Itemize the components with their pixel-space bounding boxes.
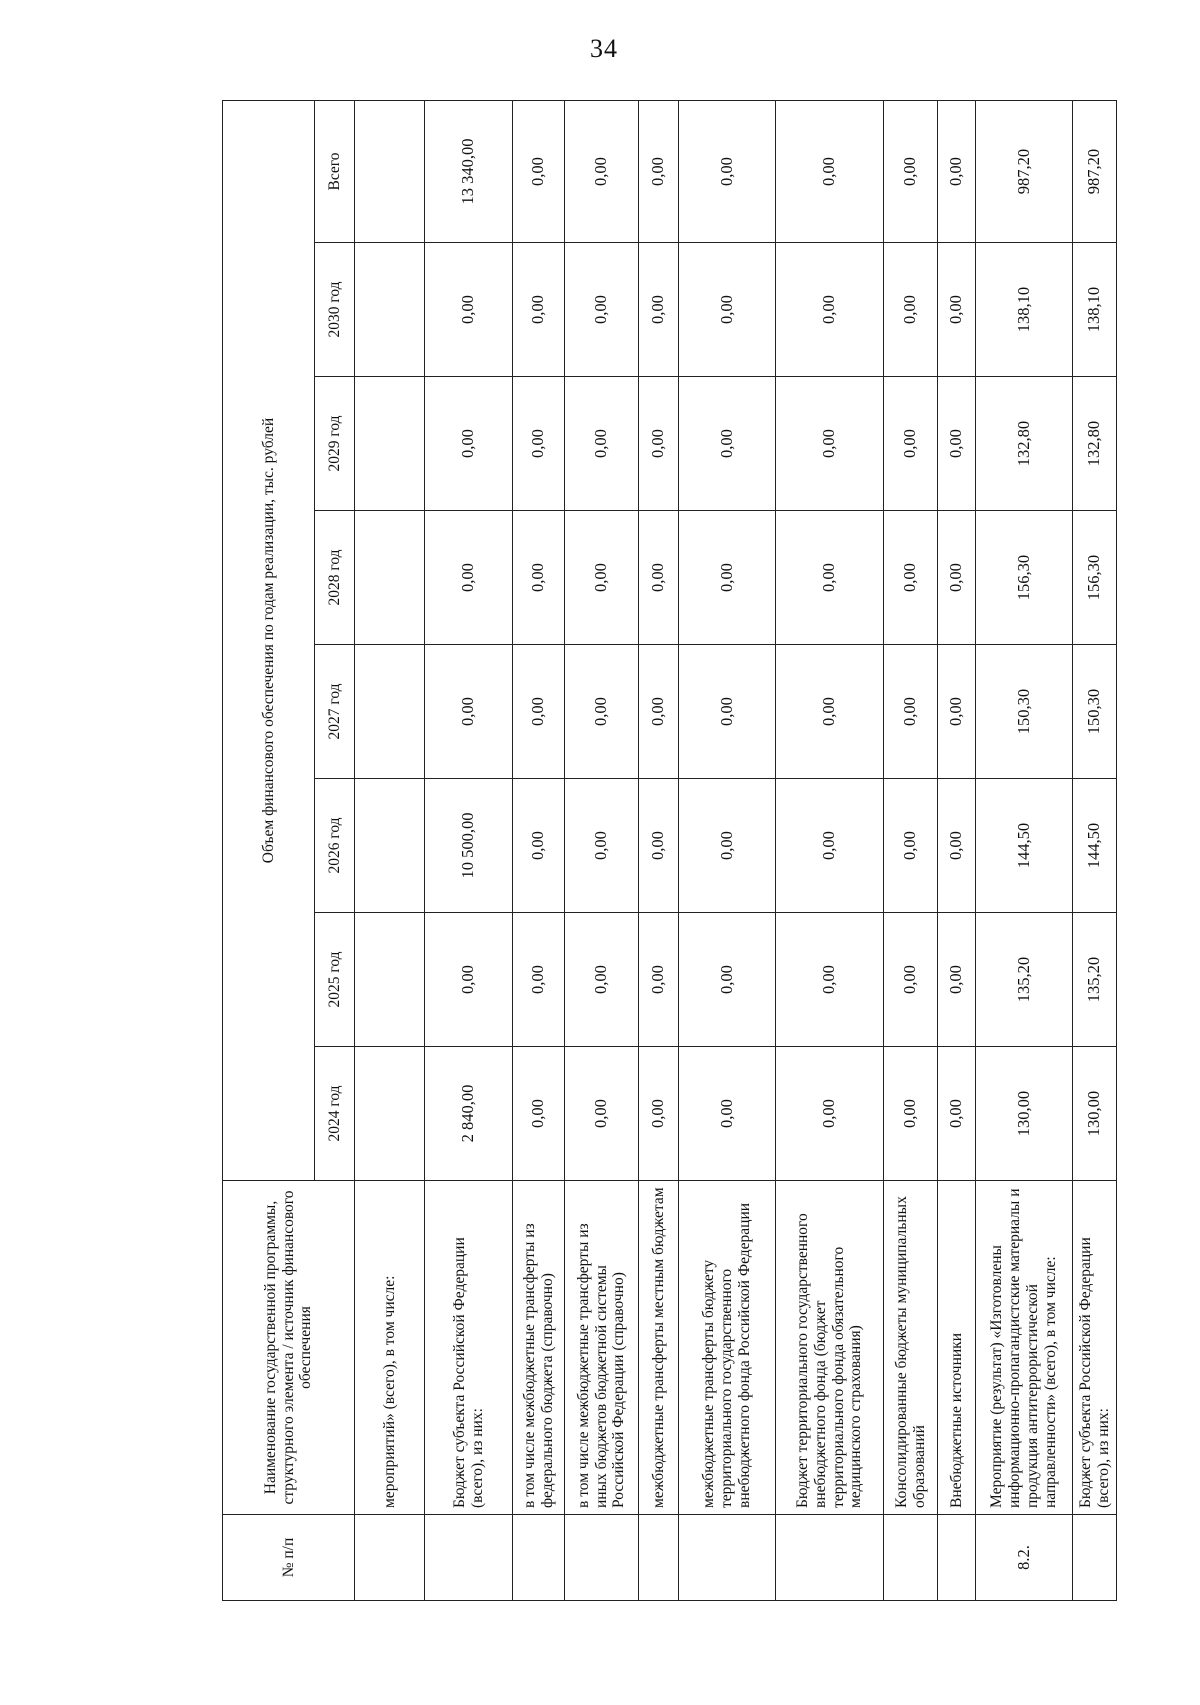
value-cell: 0,00 (776, 779, 884, 913)
row-index (776, 1515, 884, 1601)
row-name: Консолидированные бюджеты муниципальных образований (884, 1181, 938, 1515)
value-cell (355, 779, 425, 913)
total-cell: 987,20 (1073, 101, 1117, 243)
value-cell: 132,80 (1073, 377, 1117, 511)
value-cell: 0,00 (639, 1047, 679, 1181)
row-name: в том числе межбюджетные трансферты из иных бюджетов бюджетной системы Российской Федерации (справочно) (565, 1181, 639, 1515)
value-cell: 0,00 (938, 1047, 976, 1181)
value-cell (355, 645, 425, 779)
header-index: № п/п (223, 1515, 355, 1601)
value-cell: 0,00 (425, 243, 513, 377)
value-cell: 0,00 (679, 243, 776, 377)
value-cell: 0,00 (639, 645, 679, 779)
value-cell: 0,00 (565, 1047, 639, 1181)
value-cell: 0,00 (565, 645, 639, 779)
total-cell: 0,00 (513, 101, 565, 243)
value-cell: 0,00 (776, 377, 884, 511)
value-cell: 0,00 (938, 377, 976, 511)
value-cell: 0,00 (776, 511, 884, 645)
value-cell: 130,00 (976, 1047, 1073, 1181)
value-cell: 0,00 (776, 243, 884, 377)
value-cell: 0,00 (679, 645, 776, 779)
value-cell: 156,30 (976, 511, 1073, 645)
total-cell: 0,00 (639, 101, 679, 243)
value-cell: 10 500,00 (425, 779, 513, 913)
table-row (513, 101, 565, 1601)
value-cell: 0,00 (513, 913, 565, 1047)
value-cell (355, 511, 425, 645)
value-cell (355, 243, 425, 377)
value-cell: 0,00 (513, 779, 565, 913)
value-cell: 0,00 (679, 779, 776, 913)
value-cell: 0,00 (884, 511, 938, 645)
value-cell: 0,00 (513, 1047, 565, 1181)
value-cell: 0,00 (679, 913, 776, 1047)
table-row (679, 101, 776, 1601)
total-cell: 0,00 (565, 101, 639, 243)
table-row (1073, 101, 1117, 1601)
header-year-2028: 2028 год (315, 511, 355, 645)
row-index (1073, 1515, 1117, 1601)
value-cell: 0,00 (938, 645, 976, 779)
value-cell: 0,00 (565, 377, 639, 511)
value-cell: 0,00 (884, 1047, 938, 1181)
value-cell: 0,00 (565, 511, 639, 645)
header-total: Всего (315, 101, 355, 243)
value-cell: 0,00 (938, 913, 976, 1047)
total-cell (355, 101, 425, 243)
header-year-2026: 2026 год (315, 779, 355, 913)
value-cell: 0,00 (513, 243, 565, 377)
value-cell: 135,20 (1073, 913, 1117, 1047)
value-cell: 0,00 (884, 913, 938, 1047)
row-name: Мероприятие (результат) «Изготовлены информационно-пропагандистские материалы и продукция антитеррористической направленности» (всего), в том числе: (976, 1181, 1073, 1515)
row-index (938, 1515, 976, 1601)
row-index (679, 1515, 776, 1601)
value-cell: 144,50 (976, 779, 1073, 913)
row-name: в том числе межбюджетные трансферты из федерального бюджета (справочно) (513, 1181, 565, 1515)
row-name: Бюджет субъекта Российской Федерации (всего), из них: (1073, 1181, 1117, 1515)
value-cell: 0,00 (565, 779, 639, 913)
row-name: мероприятий» (всего), в том числе: (355, 1181, 425, 1515)
value-cell: 0,00 (776, 913, 884, 1047)
row-name: Бюджет территориального государственного внебюджетного фонда (бюджет территориального фонда обязательного медицинского страхования) (776, 1181, 884, 1515)
value-cell: 150,30 (1073, 645, 1117, 779)
row-index (565, 1515, 639, 1601)
header-group-title: Объем финансового обеспечения по годам реализации, тыс. рублей (223, 101, 315, 1181)
value-cell: 0,00 (776, 1047, 884, 1181)
value-cell: 0,00 (513, 377, 565, 511)
header-year-2029: 2029 год (315, 377, 355, 511)
value-cell: 0,00 (884, 243, 938, 377)
value-cell: 138,10 (1073, 243, 1117, 377)
value-cell: 0,00 (938, 243, 976, 377)
total-cell: 987,20 (976, 101, 1073, 243)
value-cell: 150,30 (976, 645, 1073, 779)
table-row (425, 101, 513, 1601)
table-row (776, 101, 884, 1601)
row-name: Внебюджетные источники (938, 1181, 976, 1515)
header-row-1 (223, 101, 315, 1601)
table-row (976, 101, 1073, 1601)
value-cell: 132,80 (976, 377, 1073, 511)
total-cell: 0,00 (776, 101, 884, 243)
value-cell: 0,00 (639, 377, 679, 511)
value-cell: 0,00 (776, 645, 884, 779)
financing-table (222, 100, 1117, 1601)
value-cell: 0,00 (639, 779, 679, 913)
value-cell: 0,00 (884, 377, 938, 511)
value-cell: 2 840,00 (425, 1047, 513, 1181)
value-cell: 0,00 (884, 779, 938, 913)
total-cell: 13 340,00 (425, 101, 513, 243)
row-index (355, 1515, 425, 1601)
row-index (639, 1515, 679, 1601)
value-cell: 0,00 (679, 1047, 776, 1181)
value-cell: 0,00 (425, 645, 513, 779)
value-cell: 0,00 (884, 645, 938, 779)
header-name: Наименование государственной программы, структурного элемента / источник финансового обеспечения (223, 1181, 355, 1515)
value-cell: 130,00 (1073, 1047, 1117, 1181)
value-cell: 0,00 (639, 243, 679, 377)
value-cell: 0,00 (565, 913, 639, 1047)
total-cell: 0,00 (884, 101, 938, 243)
header-year-2027: 2027 год (315, 645, 355, 779)
rotated-table-wrapper (222, 111, 1116, 1601)
value-cell: 0,00 (425, 511, 513, 645)
value-cell (355, 913, 425, 1047)
value-cell: 0,00 (938, 779, 976, 913)
table-row (565, 101, 639, 1601)
value-cell: 0,00 (565, 243, 639, 377)
row-index: 8.2. (976, 1515, 1073, 1601)
value-cell: 0,00 (679, 377, 776, 511)
header-year-2024: 2024 год (315, 1047, 355, 1181)
row-index (513, 1515, 565, 1601)
value-cell: 144,50 (1073, 779, 1117, 913)
value-cell (355, 377, 425, 511)
table-row (938, 101, 976, 1601)
value-cell: 0,00 (513, 511, 565, 645)
page-number: 34 (590, 34, 618, 63)
row-name: Бюджет субъекта Российской Федерации (всего), из них: (425, 1181, 513, 1515)
total-cell: 0,00 (938, 101, 976, 243)
table-row (884, 101, 938, 1601)
header-year-2030: 2030 год (315, 243, 355, 377)
header-year-2025: 2025 год (315, 913, 355, 1047)
value-cell: 0,00 (639, 511, 679, 645)
value-cell (355, 1047, 425, 1181)
value-cell: 0,00 (639, 913, 679, 1047)
value-cell: 0,00 (938, 511, 976, 645)
table-row (355, 101, 425, 1601)
row-name: межбюджетные трансферты местным бюджетам (639, 1181, 679, 1515)
value-cell: 138,10 (976, 243, 1073, 377)
row-index (425, 1515, 513, 1601)
value-cell: 135,20 (976, 913, 1073, 1047)
row-index (884, 1515, 938, 1601)
value-cell: 156,30 (1073, 511, 1117, 645)
value-cell: 0,00 (425, 913, 513, 1047)
row-name: межбюджетные трансферты бюджету территориального государственного внебюджетного фонда Российской Федерации (679, 1181, 776, 1515)
table-row (639, 101, 679, 1601)
value-cell: 0,00 (513, 645, 565, 779)
value-cell: 0,00 (679, 511, 776, 645)
value-cell: 0,00 (425, 377, 513, 511)
total-cell: 0,00 (679, 101, 776, 243)
